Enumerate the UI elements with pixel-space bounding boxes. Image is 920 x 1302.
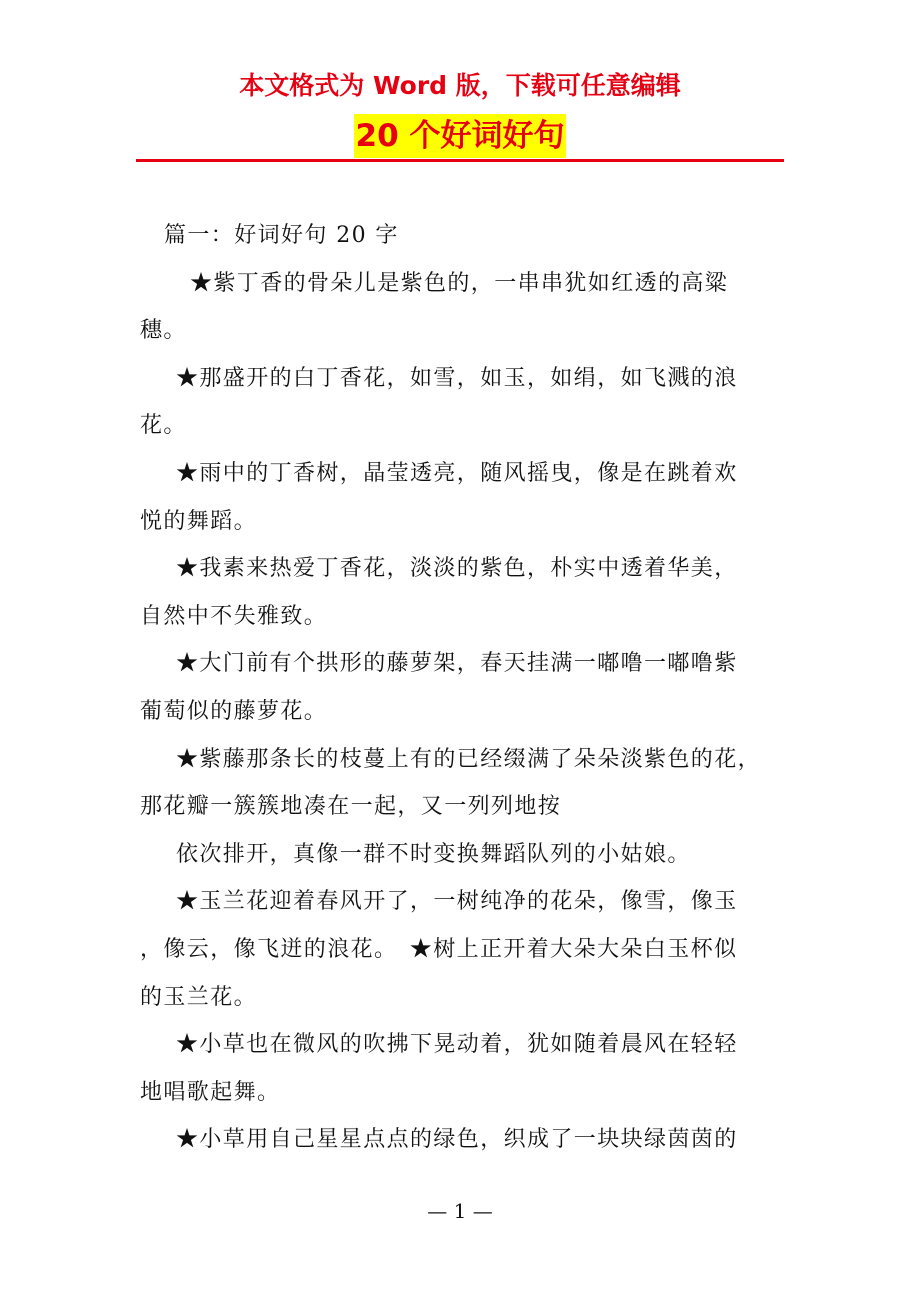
paragraph-line: 穗。: [140, 318, 187, 344]
paragraph-line: 葡萄似的藤萝花。: [140, 698, 328, 724]
page-number: — 1 —: [427, 1199, 493, 1223]
paragraph-line: 自然中不失雅致。: [140, 603, 328, 629]
paragraph-line: ★紫丁香的骨朵儿是紫色的，一串串犹如红透的高粱: [190, 270, 729, 296]
paragraph-line: ★那盛开的白丁香花，如雪，如玉，如绢，如飞溅的浪: [176, 365, 738, 391]
paragraph-line: ★我素来热爱丁香花，淡淡的紫色，朴实中透着华美，: [176, 556, 738, 582]
paragraph-line: 地唱歌起舞。: [140, 1079, 281, 1105]
paragraph-line: ★雨中的丁香树，晶莹透亮，随风摇曳，像是在跳着欢: [176, 460, 738, 486]
paragraph-line: ★小草也在微风的吹拂下晃动着，犹如随着晨风在轻轻: [176, 1032, 738, 1058]
title-container: [0, 114, 920, 158]
banner-notice: 本文格式为 Word 版，下载可任意编辑: [239, 71, 681, 100]
paragraph-line: 那花瓣一簇簇地凑在一起，又一列列地按: [140, 794, 562, 820]
section-heading: 篇一：好词好句 20 字: [164, 223, 399, 248]
paragraph-line: ★玉兰花迎着春风开了，一树纯净的花朵，像雪，像玉: [176, 889, 738, 915]
paragraph-line: 的玉兰花。: [140, 984, 258, 1010]
paragraph-line: 依次排开，真像一群不时变换舞蹈队列的小姑娘。: [176, 841, 691, 867]
paragraph-line: 悦的舞蹈。: [140, 508, 258, 534]
paragraph-line: ，像云，像飞迸的浪花。 ★树上正开着大朵大朵白玉杯似: [140, 936, 738, 962]
paragraph-line: ★小草用自己星星点点的绿色，织成了一块块绿茵茵的: [176, 1127, 738, 1153]
page-title: 20 个好词好句: [354, 114, 567, 158]
paragraph-line: ★紫藤那条长的枝蔓上有的已经缀满了朵朵淡紫色的花，: [176, 746, 762, 772]
document-body: [140, 212, 780, 1164]
paragraph-line: ★大门前有个拱形的藤萝架，春天挂满一嘟噜一嘟噜紫: [176, 651, 738, 677]
paragraph-line: 花。: [140, 413, 187, 439]
title-divider: [136, 159, 784, 162]
